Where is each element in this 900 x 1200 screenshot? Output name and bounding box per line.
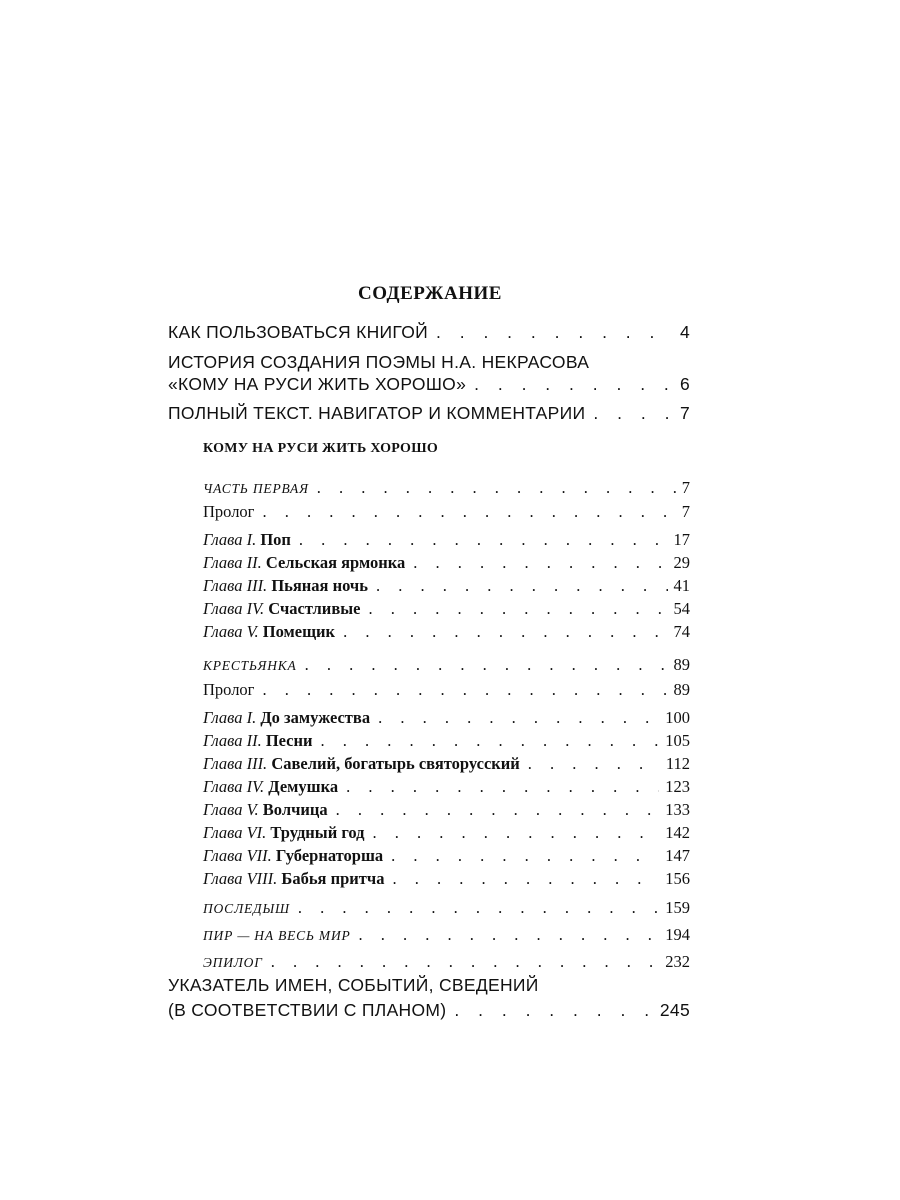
toc-entry-label: ПОЛНЫЙ ТЕКСТ. НАВИГАТОР И КОММЕНТАРИИ [168,403,586,423]
part-label: ПИР — НА ВЕСЬ МИР [203,928,351,943]
leader-dots [305,655,668,675]
chapter-number: Глава IV. [203,599,265,618]
leader-dots [271,952,660,972]
page-number: 54 [673,599,690,618]
chapter-number: Глава VIII. [203,869,278,888]
chapter-title: Губернаторша [275,846,384,865]
toc-part-1[interactable] [0,478,900,504]
chapter-title: Волчица [262,800,328,819]
toc-entry-label: КАК ПОЛЬЗОВАТЬСЯ КНИГОЙ [168,322,428,342]
leader-dots [436,322,674,343]
part-label: КРЕСТЬЯНКА [203,658,297,673]
page-number: 105 [665,731,690,750]
page-number: 232 [665,952,690,971]
page-number: 100 [665,708,690,727]
toc-entry-index-line2[interactable] [0,1000,900,1026]
toc-part-2[interactable] [0,655,900,681]
leader-dots [368,599,667,619]
leader-dots [336,800,660,820]
leader-dots [378,708,659,728]
chapter-number: Глава V. [203,622,259,641]
toc-entry-label: УКАЗАТЕЛЬ ИМЕН, СОБЫТИЙ, СВЕДЕНИЙ [168,975,539,995]
leader-dots [359,925,660,945]
page-number: 7 [679,403,690,423]
leader-dots [343,622,667,642]
leader-dots [454,1000,653,1021]
leader-dots [299,530,668,550]
chapter-number: Глава VI. [203,823,267,842]
leader-dots [593,403,674,424]
toc-part-2-prologue[interactable] [0,680,900,706]
page-number: 17 [673,530,690,549]
chapter-title: Трудный год [270,823,365,842]
prologue-label: Пролог [203,680,255,699]
toc-part-4[interactable] [0,925,900,951]
toc-entry-history-line2[interactable] [0,374,900,400]
chapter-title: Помещик [262,622,336,641]
page-number: 133 [665,800,690,819]
chapter-title: Сельская ярмонка [265,553,406,572]
leader-dots [413,553,667,573]
toc-entry-label: (В СООТВЕТСТВИИ С ПЛАНОМ) [168,1000,447,1020]
chapter-number: Глава III. [203,754,268,773]
leader-dots [317,478,676,498]
chapter-title: Демушка [268,777,339,796]
toc-entry-index[interactable] [0,975,900,1001]
leader-dots [528,754,660,774]
leader-dots [391,846,659,866]
chapter-number: Глава IV. [203,777,265,796]
toc-part-3[interactable] [0,898,900,924]
leader-dots [262,502,675,522]
toc-chapter[interactable] [0,869,900,895]
chapter-title: До замужества [260,708,371,727]
leader-dots [376,576,668,596]
page-number: 147 [665,846,690,865]
chapter-title: Песни [265,731,313,750]
chapter-title: Бабья притча [281,869,385,888]
toc-chapter[interactable] [0,622,900,648]
chapter-number: Глава VII. [203,846,272,865]
page-number: 89 [673,655,690,674]
page-number: 41 [673,576,690,595]
page-number: 74 [673,622,690,641]
leader-dots [298,898,659,918]
page-number: 89 [673,680,690,699]
leader-dots [373,823,660,843]
page-number: 123 [665,777,690,796]
leader-dots [392,869,659,889]
chapter-number: Глава II. [203,731,262,750]
leader-dots [474,374,674,395]
leader-dots [346,777,659,797]
leader-dots [262,680,667,700]
page-number: 7 [681,502,690,521]
leader-dots [321,731,660,751]
epilogue-label: ЭПИЛОГ [203,955,263,970]
chapter-number: Глава V. [203,800,259,819]
chapter-title: Пьяная ночь [271,576,368,595]
poem-heading: КОМУ НА РУСИ ЖИТЬ ХОРОШО [203,441,439,456]
toc-entry-label: «КОМУ НА РУСИ ЖИТЬ ХОРОШО» [168,374,467,394]
page-number: 156 [665,869,690,888]
page-number: 245 [659,1000,690,1020]
toc-entry-label: ИСТОРИЯ СОЗДАНИЯ ПОЭМЫ Н.А. НЕКРАСОВА [168,352,590,372]
page-number: 194 [665,925,690,944]
page-number: 7 [681,478,690,497]
prologue-label: Пролог [203,502,255,521]
toc-entry-full-text[interactable] [0,403,900,429]
chapter-number: Глава I. [203,708,257,727]
page-number: 6 [679,374,690,394]
page-title: СОДЕРЖАНИЕ [358,283,502,304]
chapter-number: Глава II. [203,553,262,572]
part-label: ПОСЛЕДЫШ [203,901,290,916]
toc-entry-how-to-use[interactable] [0,322,900,348]
toc-part-1-prologue[interactable] [0,502,900,528]
chapter-title: Поп [260,530,291,549]
page-number: 142 [665,823,690,842]
page-number: 4 [679,322,690,342]
chapter-number: Глава I. [203,530,257,549]
part-label: ЧАСТЬ ПЕРВАЯ [203,481,309,496]
page-number: 159 [665,898,690,917]
page-number: 29 [673,553,690,572]
chapter-title: Савелий, богатырь святорусский [271,754,520,773]
chapter-number: Глава III. [203,576,268,595]
chapter-title: Счастливые [268,599,361,618]
page-number: 112 [665,754,690,773]
